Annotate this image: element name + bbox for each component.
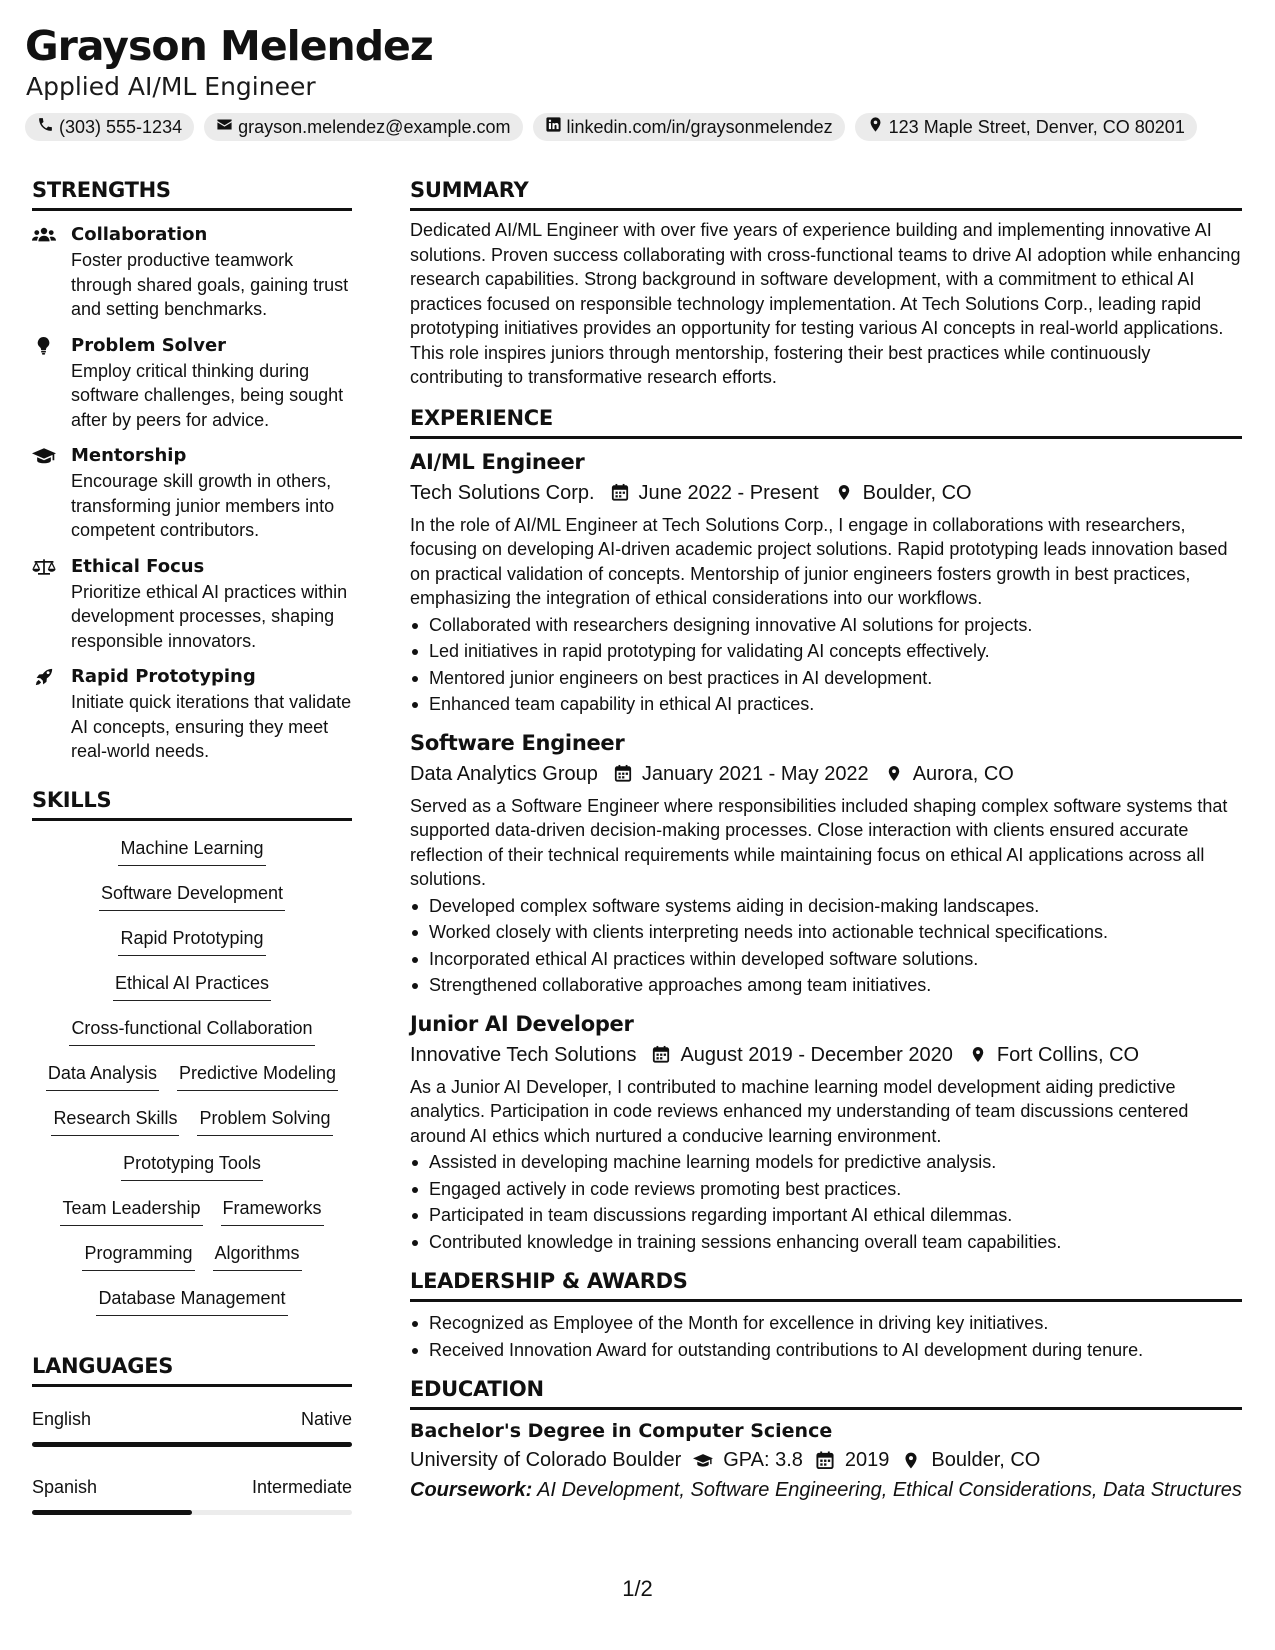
- contact-bar: [25, 113, 1197, 141]
- candidate-role: Applied AI/ML Engineer: [26, 72, 316, 101]
- calendar-icon: [815, 1451, 835, 1470]
- language-item: [32, 1477, 352, 1515]
- address-pill: [855, 113, 1197, 141]
- skill-tag: Rapid Prototyping: [118, 925, 265, 956]
- strength-title: Rapid Prototyping: [71, 666, 256, 687]
- award-item: Received Innovation Award for outstanding contributions to AI development during tenure.: [410, 1337, 1242, 1364]
- skill-tag: Team Leadership: [60, 1195, 202, 1226]
- experience-list: [410, 449, 1242, 1256]
- skill-row: [32, 1240, 352, 1285]
- job-description: In the role of AI/ML Engineer at Tech Solutions Corp., I engage in collaborations with researchers, focusing on developing AI-driven academic project solutions. Rapid prototyping leads innovation based on practical validation of concepts. Mentorship of junior engineers fosters growth in best practices, emphasizing the integration of ethical considerations into our workflows.: [410, 514, 1228, 608]
- linkedin-icon: [545, 116, 562, 138]
- skill-tag: Cross-functional Collaboration: [69, 1015, 314, 1046]
- job-location: Fort Collins, CO: [996, 1043, 1140, 1066]
- job-title: AI/ML Engineer: [410, 449, 585, 474]
- coursework: [410, 1476, 1242, 1504]
- skill-tag: Predictive Modeling: [177, 1060, 338, 1091]
- degree-title: Bachelor's Degree in Computer Science: [410, 1420, 833, 1442]
- coursework-label: Coursework:: [410, 1479, 533, 1501]
- strength-item: [32, 224, 352, 322]
- summary-heading: SUMMARY: [410, 178, 1242, 211]
- linkedin-text: linkedin.com/in/graysonmelendez: [566, 116, 833, 137]
- experience-heading: EXPERIENCE: [410, 406, 1242, 439]
- company-name: Tech Solutions Corp.: [410, 481, 595, 504]
- skill-row: [32, 835, 352, 880]
- job-entry: [410, 1011, 1242, 1256]
- strength-title: Ethical Focus: [71, 555, 205, 577]
- job-description: Served as a Software Engineer where responsibilities included shaping complex software systems that supported data-driven decision-making processes. Close interaction with clients ensured accurate reflection of their technical requirements while maintaining focus on ethical AI applications across all solutions.: [410, 795, 1228, 889]
- skill-tag: Programming: [82, 1240, 194, 1271]
- right-column: [410, 178, 1242, 1504]
- language-level: Intermediate: [251, 1476, 352, 1497]
- strength-desc: Initiate quick iterations that validate AI concepts, ensuring they meet real-world needs.: [71, 692, 352, 761]
- job-bullet: Strengthened collaborative approaches among team initiatives.: [410, 972, 1242, 999]
- languages-heading: LANGUAGES: [32, 1354, 352, 1387]
- envelope-icon: [216, 116, 233, 138]
- skill-row: [32, 1105, 352, 1150]
- strength-item: [32, 556, 352, 654]
- awards-list: [410, 1310, 1242, 1363]
- candidate-name: Grayson Melendez: [25, 22, 433, 70]
- strength-desc: Prioritize ethical AI practices within development processes, shaping responsible innovators.: [71, 581, 348, 651]
- skill-row: [32, 925, 352, 970]
- job-bullet: Contributed knowledge in training sessions enhancing overall team capabilities.: [410, 1229, 1242, 1256]
- skills-list: [32, 835, 352, 1330]
- map-pin-icon: [969, 1045, 987, 1064]
- graduation-year: 2019: [844, 1449, 890, 1471]
- phone-text: (303) 555-1234: [59, 116, 183, 137]
- education-meta: [410, 1446, 1242, 1474]
- skill-row: [32, 880, 352, 925]
- skill-tag: Algorithms: [213, 1240, 302, 1271]
- job-meta: [410, 760, 1242, 788]
- skill-tag: Software Development: [99, 880, 285, 911]
- page-number: 1/2: [622, 1576, 653, 1601]
- strength-item: [32, 666, 352, 764]
- phone-icon: [37, 116, 54, 138]
- skills-heading: SKILLS: [32, 788, 352, 821]
- skill-row: [32, 970, 352, 1015]
- calendar-icon: [614, 764, 632, 783]
- language-proficiency-bar: [32, 1442, 352, 1447]
- email-text: grayson.melendez@example.com: [238, 116, 511, 137]
- job-bullet: Assisted in developing machine learning models for predictive analysis.: [410, 1149, 1242, 1176]
- phone-pill[interactable]: [25, 113, 194, 141]
- company-name: Innovative Tech Solutions: [410, 1043, 637, 1066]
- email-pill[interactable]: [204, 113, 522, 141]
- job-location: Aurora, CO: [912, 762, 1014, 785]
- skill-tag: Frameworks: [221, 1195, 324, 1226]
- summary-text: Dedicated AI/ML Engineer with over five years of experience building and implementing innovative AI solutions. Proven success collaborating with cross-functional teams to drive AI adoption while enhancing research capabilities. Strong background in software development, with a commitment to ethical AI practices focused on responsible technology implementation. At Tech Solutions Corp., leading rapid prototyping initiatives provides an opportunity for testing various AI concepts in real-world applications. This role inspires juniors through mentorship, fostering their best practices while continuously contributing to transformative research efforts.: [410, 220, 1241, 387]
- strength-item: [32, 445, 352, 543]
- left-column: [32, 178, 352, 1515]
- skill-tag: Research Skills: [51, 1105, 179, 1136]
- map-pin-icon: [867, 116, 884, 138]
- users-icon: [32, 226, 56, 245]
- map-pin-icon: [901, 1451, 921, 1470]
- skill-row: [32, 1060, 352, 1105]
- job-meta: [410, 479, 1242, 507]
- skill-row: [32, 1195, 352, 1240]
- strengths-heading: STRENGTHS: [32, 178, 352, 211]
- job-entry: [410, 449, 1242, 718]
- job-bullets: [410, 893, 1242, 999]
- language-name: Spanish: [32, 1476, 98, 1497]
- language-item: [32, 1409, 352, 1447]
- job-bullets: [410, 1149, 1242, 1255]
- job-title: Software Engineer: [410, 730, 625, 755]
- job-bullet: Developed complex software systems aiding in decision-making landscapes.: [410, 893, 1242, 920]
- skill-tag: Database Management: [96, 1285, 287, 1316]
- lightbulb-icon: [32, 337, 56, 356]
- skill-tag: Data Analysis: [46, 1060, 159, 1091]
- job-title: Junior AI Developer: [410, 1011, 634, 1036]
- job-meta: [410, 1041, 1242, 1069]
- job-entry: [410, 730, 1242, 999]
- strength-desc: Encourage skill growth in others, transforming junior members into competent contributors.: [71, 471, 335, 540]
- education-location: Boulder, CO: [931, 1449, 1041, 1471]
- address-text: 123 Maple Street, Denver, CO 80201: [888, 116, 1185, 137]
- job-bullet: Mentored junior engineers on best practices in AI development.: [410, 665, 1242, 692]
- strength-title: Collaboration: [71, 224, 208, 245]
- language-proficiency-fill: [32, 1510, 192, 1515]
- skill-row: [32, 1285, 352, 1330]
- graduation-cap-icon: [32, 447, 56, 466]
- job-bullet: Incorporated ethical AI practices within developed software solutions.: [410, 946, 1242, 973]
- job-dates: June 2022 - Present: [638, 481, 819, 504]
- company-name: Data Analytics Group: [410, 762, 598, 785]
- skill-row: [32, 1150, 352, 1195]
- job-bullet: Led initiatives in rapid prototyping for validating AI concepts effectively.: [410, 638, 1242, 665]
- skill-tag: Ethical AI Practices: [113, 970, 271, 1001]
- skill-tag: Prototyping Tools: [121, 1150, 263, 1181]
- coursework-text: AI Development, Software Engineering, Ethical Considerations, Data Structures: [537, 1479, 1242, 1501]
- job-bullet: Enhanced team capability in ethical AI practices.: [410, 691, 1242, 718]
- strength-title: Mentorship: [71, 445, 187, 466]
- graduation-cap-icon: [693, 1451, 713, 1470]
- language-proficiency-fill: [32, 1442, 352, 1447]
- school-name: University of Colorado Boulder: [410, 1449, 682, 1471]
- job-location: Boulder, CO: [862, 481, 972, 504]
- calendar-icon: [611, 483, 629, 502]
- skill-tag: Machine Learning: [118, 835, 265, 866]
- job-bullet: Engaged actively in code reviews promoting best practices.: [410, 1176, 1242, 1203]
- job-bullet: Worked closely with clients interpreting needs into actionable technical specifications.: [410, 919, 1242, 946]
- language-name: English: [32, 1408, 92, 1429]
- strength-title: Problem Solver: [71, 334, 227, 356]
- gpa-text: GPA: 3.8: [723, 1449, 803, 1471]
- job-bullets: [410, 612, 1242, 718]
- calendar-icon: [652, 1045, 670, 1064]
- award-item: Recognized as Employee of the Month for excellence in driving key initiatives.: [410, 1310, 1242, 1337]
- map-pin-icon: [835, 483, 853, 502]
- job-description: As a Junior AI Developer, I contributed to machine learning model development aiding predictive analytics. Participation in code reviews enhanced my understanding of team discussions centered around AI ethics which nurtured a conducive learning environment.: [410, 1076, 1189, 1146]
- job-dates: August 2019 - December 2020: [680, 1043, 953, 1066]
- map-pin-icon: [885, 764, 903, 783]
- job-dates: January 2021 - May 2022: [641, 762, 869, 785]
- job-bullet: Participated in team discussions regarding important AI ethical dilemmas.: [410, 1202, 1242, 1229]
- language-level: Native: [300, 1408, 352, 1429]
- strength-desc: Employ critical thinking during software challenges, being sought after by peers for advice.: [71, 360, 344, 430]
- linkedin-pill[interactable]: [533, 113, 845, 141]
- scale-icon: [32, 558, 56, 577]
- strength-desc: Foster productive teamwork through shared goals, gaining trust and setting benchmarks.: [71, 250, 349, 319]
- skill-tag: Problem Solving: [197, 1105, 332, 1136]
- language-proficiency-bar: [32, 1510, 352, 1515]
- skill-row: [32, 1015, 352, 1060]
- rocket-icon: [32, 668, 56, 687]
- strength-item: [32, 335, 352, 433]
- education-heading: EDUCATION: [410, 1377, 1242, 1410]
- awards-heading: LEADERSHIP & AWARDS: [410, 1269, 1242, 1302]
- job-bullet: Collaborated with researchers designing innovative AI solutions for projects.: [410, 612, 1242, 639]
